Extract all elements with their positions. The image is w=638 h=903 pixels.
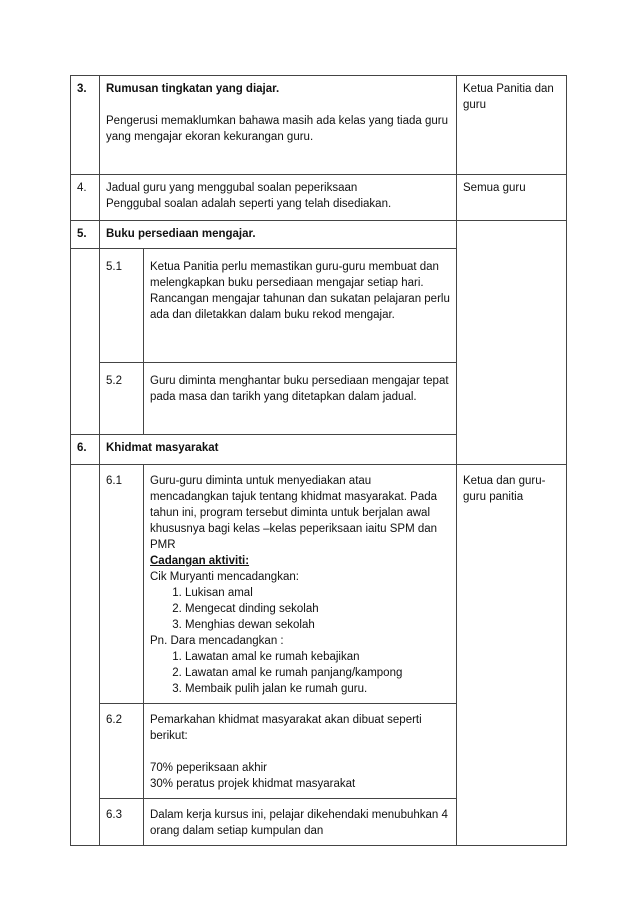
responsible-cell-empty bbox=[457, 221, 567, 465]
sub-number: 6.2 bbox=[100, 704, 144, 799]
sub-body: Guru-guru diminta untuk menyediakan atau mencadangkan tajuk tentang khidmat masyarakat. Pada tahun ini, program tersebut diminta untuk berjalan awal khususnya bagi kelas –kelas peperiksaan iaitu SPM dan PMR bbox=[150, 475, 438, 551]
sub-text: Dalam kerja kursus ini, pelajar dikehendaki menubuhkan 4 orang dalam setiap kumpulan dan bbox=[144, 799, 457, 846]
sub-text: Guru diminta menghantar buku persediaan mengajar tepat pada masa dan tarikh yang ditetapkan dalam jadual. bbox=[144, 363, 457, 435]
indent-cell bbox=[71, 465, 100, 846]
sub-number: 6.3 bbox=[100, 799, 144, 846]
list-item: 3. Menghias dewan sekolah bbox=[185, 617, 450, 633]
sub-text: Ketua Panitia perlu memastikan guru-guru membuat dan melengkapkan buku persediaan mengajar setiap hari. Rancangan mengajar tahunan dan sukatan pelajaran perlu ada dan diletakkan dalam buku rekod mengajar. bbox=[144, 249, 457, 363]
sub-text bbox=[144, 465, 457, 704]
list-item: 1. Lawatan amal ke rumah kebajikan bbox=[185, 649, 450, 665]
cik-list bbox=[150, 585, 450, 633]
item-body: Pengerusi memaklumkan bahawa masih ada kelas yang tiada guru yang mengajar ekoran kekurangan guru. bbox=[106, 115, 449, 143]
sub-text bbox=[144, 704, 457, 799]
list-item: 2. Lawatan amal ke rumah panjang/kampong bbox=[185, 665, 450, 681]
list-item: 1. Lukisan amal bbox=[185, 585, 450, 601]
sub-number: 5.2 bbox=[100, 363, 144, 435]
row-5 bbox=[71, 221, 567, 249]
item-line: Penggubal soalan adalah seperti yang telah disediakan. bbox=[106, 198, 392, 210]
sub-body: Pemarkahan khidmat masyarakat akan dibuat seperti berikut: bbox=[150, 714, 422, 742]
item-title: Rumusan tingkatan yang diajar. bbox=[106, 83, 280, 95]
list-item: 2. Mengecat dinding sekolah bbox=[185, 601, 450, 617]
item-content bbox=[100, 76, 457, 175]
pn-label: Pn. Dara mencadangkan : bbox=[150, 635, 284, 647]
item-number: 6. bbox=[71, 435, 100, 465]
item-number: 3. bbox=[71, 76, 100, 175]
item-number: 4. bbox=[71, 175, 100, 221]
item-number: 5. bbox=[71, 221, 100, 249]
item-line: Jadual guru yang menggubal soalan peperiksaan bbox=[106, 182, 358, 194]
row-4 bbox=[71, 175, 567, 221]
row-6-1 bbox=[71, 465, 567, 704]
sub-number: 6.1 bbox=[100, 465, 144, 704]
list-item: 3. Membaik pulih jalan ke rumah guru. bbox=[185, 681, 450, 697]
responsible-cell: Ketua dan guru-guru panitia bbox=[457, 465, 567, 846]
responsible-cell: Ketua Panitia dan guru bbox=[457, 76, 567, 175]
cik-label: Cik Muryanti mencadangkan: bbox=[150, 571, 299, 583]
item-content bbox=[100, 175, 457, 221]
item-title: Khidmat masyarakat bbox=[100, 435, 457, 465]
row-3 bbox=[71, 76, 567, 175]
cadangan-label: Cadangan aktiviti: bbox=[150, 555, 250, 567]
minutes-table bbox=[70, 75, 567, 846]
percentage-line: 30% peratus projek khidmat masyarakat bbox=[150, 778, 356, 790]
responsible-cell: Semua guru bbox=[457, 175, 567, 221]
percentage-line: 70% peperiksaan akhir bbox=[150, 762, 267, 774]
indent-cell bbox=[71, 249, 100, 435]
pn-list bbox=[150, 649, 450, 697]
sub-number: 5.1 bbox=[100, 249, 144, 363]
item-title: Buku persediaan mengajar. bbox=[100, 221, 457, 249]
